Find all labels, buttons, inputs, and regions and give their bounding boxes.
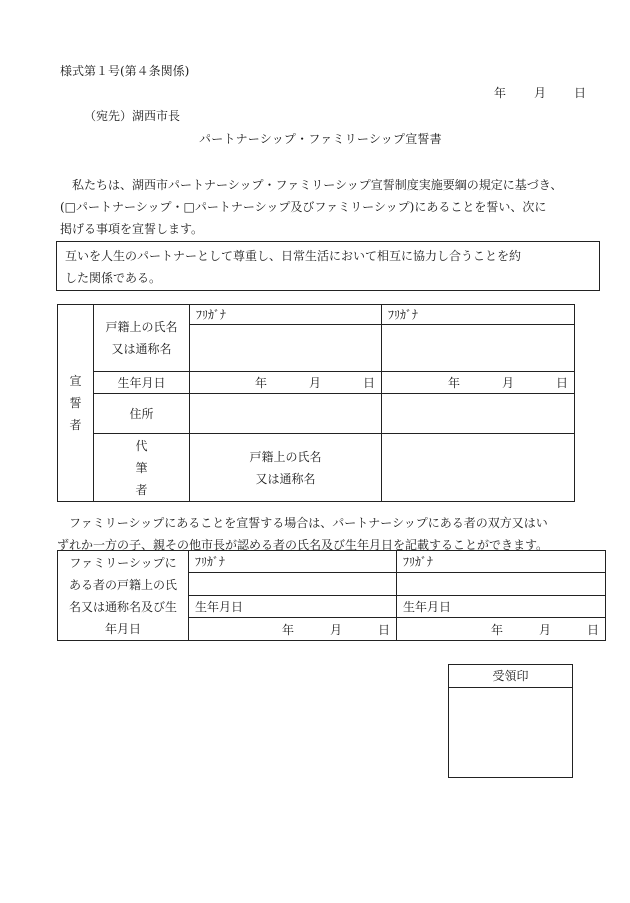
proxy-writer-label	[94, 434, 190, 502]
family-1-furigana-field[interactable]: ﾌﾘｶﾞﾅ	[189, 551, 397, 573]
proxy-name-label-line-2: 又は通称名	[255, 471, 316, 486]
declarant-1-birthdate-field[interactable]	[190, 372, 382, 394]
receipt-seal-box[interactable]	[448, 664, 573, 778]
birthdate-year: 年	[490, 622, 503, 637]
birthdate-month: 月	[308, 376, 321, 390]
family-1-birthdate-field[interactable]	[189, 618, 397, 641]
oath-statement-box	[56, 241, 600, 291]
declarant-label-char-3: 者	[69, 418, 82, 432]
declarant-1-address-field[interactable]	[190, 394, 382, 434]
familyship-label-line-1: ファミリーシップに	[69, 555, 177, 570]
proxy-label-char-1: 代	[135, 438, 148, 453]
address-label: 住所	[94, 394, 190, 434]
proxy-label-char-3: 者	[135, 482, 148, 497]
birthdate-day: 日	[555, 376, 568, 390]
name-label-line-2: 又は通称名	[111, 342, 172, 356]
birthdate-label: 生年月日	[94, 372, 190, 394]
declarant-2-address-field[interactable]	[382, 394, 575, 434]
birthdate-day: 日	[586, 622, 599, 637]
addressee: （宛先）湖西市長	[84, 109, 181, 123]
declarant-2-birthdate-field[interactable]	[382, 372, 575, 394]
proxy-name-label-line-1: 戸籍上の氏名	[249, 449, 322, 464]
intro-line-3: 掲げる事項を宣誓します。	[60, 222, 204, 236]
birthdate-month: 月	[538, 622, 551, 637]
date-year: 年	[494, 86, 507, 100]
name-label	[94, 305, 190, 372]
familyship-member-label	[58, 551, 189, 641]
declarant-1-name-field[interactable]	[190, 325, 382, 372]
family-2-birthdate-field[interactable]	[397, 618, 606, 641]
familyship-label-line-4: 年月日	[104, 621, 141, 636]
proxy-1-name-field[interactable]	[382, 434, 575, 502]
birthdate-day: 日	[362, 376, 375, 390]
family-2-furigana-field[interactable]: ﾌﾘｶﾞﾅ	[397, 551, 606, 573]
name-label-line-1: 戸籍上の氏名	[105, 320, 178, 334]
birthdate-month: 月	[329, 622, 342, 637]
declarant-1-furigana-field[interactable]: ﾌﾘｶﾞﾅ	[190, 305, 382, 325]
familyship-label-line-3: 名又は通称名及び生	[68, 599, 177, 614]
birthdate-year: 年	[281, 622, 294, 637]
familyship-table	[57, 550, 606, 641]
intro-text	[60, 174, 605, 240]
family-2-name-field[interactable]	[397, 573, 606, 596]
birthdate-year: 年	[254, 376, 267, 390]
declarant-label	[58, 305, 94, 502]
declarant-label-char-1: 宣	[69, 374, 82, 388]
date-day: 日	[574, 86, 587, 100]
family-1-name-field[interactable]	[189, 573, 397, 596]
family-1-birthdate-label: 生年月日	[189, 596, 397, 618]
proxy-name-label	[190, 434, 382, 502]
oath-line-2: した関係である。	[65, 271, 162, 285]
birthdate-day: 日	[377, 622, 390, 637]
familyship-label-line-2: ある者の戸籍上の氏	[68, 577, 177, 592]
date-month: 月	[534, 86, 547, 100]
birthdate-year: 年	[447, 376, 460, 390]
submission-date[interactable]	[494, 84, 586, 101]
familyship-note-line-2: ずれか一方の子、親その他市長が認める者の氏名及び生年月日を記載することができます。	[57, 538, 549, 552]
declarant-2-furigana-field[interactable]: ﾌﾘｶﾞﾅ	[382, 305, 575, 325]
receipt-seal-label: 受領印	[449, 665, 572, 688]
family-2-birthdate-label: 生年月日	[397, 596, 606, 618]
familyship-note-line-1: ファミリーシップにあることを宣誓する場合は、パートナーシップにある者の双方又はい	[69, 516, 548, 530]
document-title: パートナーシップ・ファミリーシップ宣誓書	[199, 132, 442, 146]
intro-line-1: 私たちは、湖西市パートナーシップ・ファミリーシップ宣誓制度実施要綱の規定に基づき、	[72, 178, 563, 192]
proxy-label-char-2: 筆	[135, 460, 148, 475]
declarant-table	[57, 304, 575, 502]
declarant-2-name-field[interactable]	[382, 325, 575, 372]
declarant-label-char-2: 誓	[69, 396, 82, 410]
intro-line-2[interactable]: (□パートナーシップ・□パートナーシップ及びファミリーシップ)にあることを誓い、次に	[60, 200, 547, 214]
form-number: 様式第１号(第４条関係)	[60, 64, 190, 78]
oath-line-1: 互いを人生のパートナーとして尊重し、日常生活において相互に協力し合うことを約	[65, 249, 522, 263]
birthdate-month: 月	[501, 376, 514, 390]
